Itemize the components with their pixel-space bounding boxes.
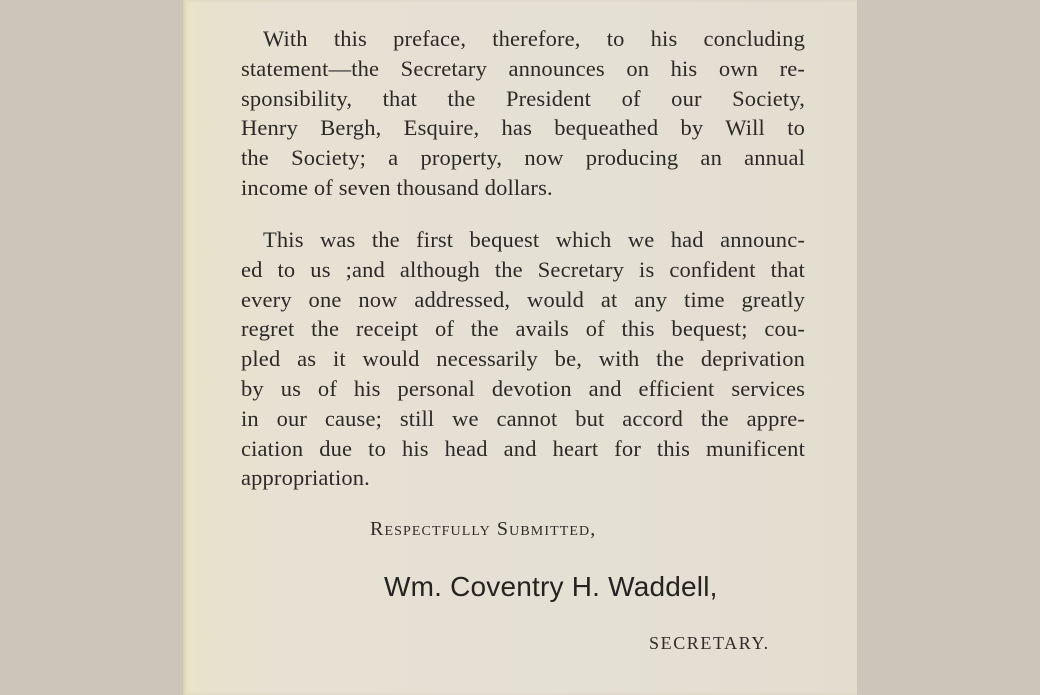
- text-line: in our cause; still we cannot but accord the appre-: [241, 405, 805, 431]
- left-margin-background: [0, 0, 183, 695]
- text-line: pled as it would necessarily be, with the deprivation: [241, 346, 805, 372]
- text-line: the Society; a property, now producing an annual: [241, 145, 805, 171]
- text-line: ciation due to his head and heart for this munificent: [241, 435, 805, 461]
- paragraph-1: [241, 24, 805, 203]
- text-line: income of seven thousand dollars.: [241, 174, 553, 200]
- text-line: by us of his personal devotion and efficient services: [241, 375, 805, 401]
- signatory-title: SECRETARY.: [649, 633, 770, 653]
- text-line: This was the first bequest which we had announc-: [263, 227, 805, 252]
- text-line: With this preface, therefore, to his concluding: [263, 26, 805, 51]
- text-line: sponsibility, that the President of our Society,: [241, 85, 805, 111]
- right-margin-background: [857, 0, 1040, 695]
- text-line: Henry Bergh, Esquire, has bequeathed by Will to: [241, 115, 805, 141]
- signature: Wm. Coventry H. Waddell,: [384, 571, 718, 602]
- text-line: ed to us ;and although the Secretary is confident that: [241, 256, 805, 282]
- closing-line: Respectfully Submitted,: [370, 518, 597, 540]
- text-line: statement—the Secretary announces on his own re-: [241, 55, 805, 81]
- text-line: regret the receipt of the avails of this bequest; cou-: [241, 316, 805, 342]
- text-line: every one now addressed, would at any time greatly: [241, 286, 805, 312]
- text-line: appropriation.: [241, 465, 370, 491]
- paragraph-2: [241, 225, 805, 493]
